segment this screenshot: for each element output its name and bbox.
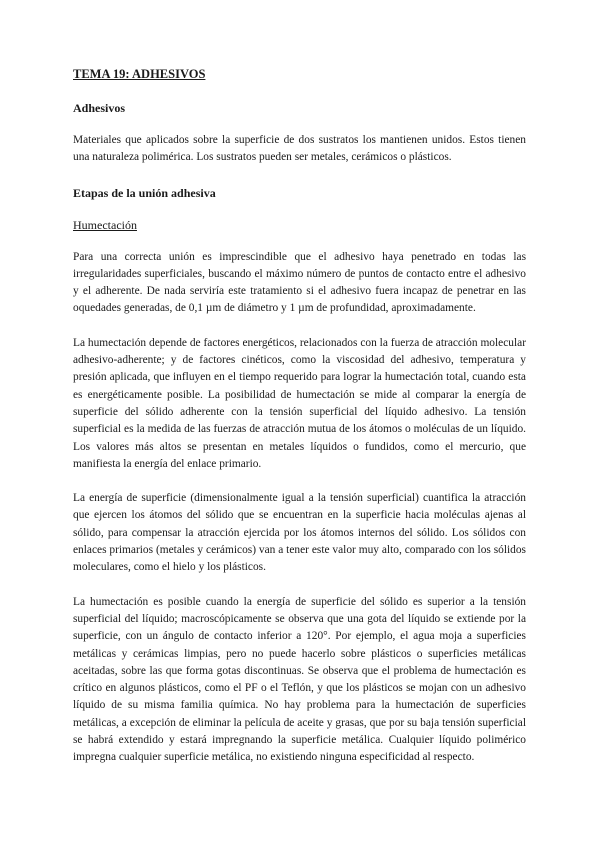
document-page	[73, 66, 526, 785]
paragraph-humectacion-2: La humectación depende de factores energéticos, relacionados con la fuerza de atracción molecular adhesivo-adherente; y de factores cinéticos, como la viscosidad del adhesivo, temperatura y presión aplicada, que influyen en el tiempo requerido para lograr la humectación total, cuando esta es energéticamente posible. La posibilidad de humectación se mide al comparar la energía de superficie del sólido adherente con la tensión superficial del líquido adhesivo. La tensión superficial es la medida de las fuerzas de atracción mutua de los átomos o moléculas de un líquido. Los valores más altos se presentan en metales líquidos o fundidos, como el mercurio, que manifiesta la energía del enlace primario.	[73, 336, 526, 470]
document-title: TEMA 19: ADHESIVOS	[73, 67, 206, 81]
paragraph-humectacion-3: La energía de superficie (dimensionalmente igual a la tensión superficial) cuantifica la atracción que ejercen los átomos del sólido que se encuentran en la superficie hacia moléculas ajenas al sólido, para compensar la atracción ejercida por los átomos internos del sólido. Los sólidos con enlaces primarios (metales y cerámicos) van a tener este valor muy alto, comparado con los sólidos moleculares, como el hielo y los plásticos.	[73, 492, 526, 574]
paragraph-humectacion-4: La humectación es posible cuando la energía de superficie del sólido es superior a la tensión superficial del líquido; macroscópicamente se observa que una gota del líquido se extiende por la superficie, con un ángulo de contacto inferior a 120°. Por ejemplo, el agua moja a superficies metálicas y cerámicas limpias, pero no puede hacerlo sobre plásticos o superficies metálicas aceitadas, sobre las que forma gotas discontinuas. Se observa que el problema de humectación es crítico en algunos plásticos, como el PF o el Teflón, y que los plásticos se mojan con un adhesivo líquido de su misma familia química. No hay problema para la humectación de superficies metálicas, a excepción de eliminar la película de aceite y grasas, que por su baja tensión superficial se habrá extendido y estará impregnando la superficie metálica. Cualquier líquido polimérico impregna cualquier superficie metálica, no existiendo ninguna especificidad al respecto.	[73, 595, 526, 764]
section-heading-etapas: Etapas de la unión adhesiva	[73, 185, 216, 200]
section-heading-adhesivos: Adhesivos	[73, 101, 126, 115]
paragraph-adhesivos: Materiales que aplicados sobre la superficie de dos sustratos los mantienen unidos. Estos tienen una naturaleza polimérica. Los sustratos pueden ser metales, cerámicos o plásticos.	[73, 134, 526, 164]
subheading-humectacion: Humectación	[73, 217, 137, 232]
paragraph-humectacion-1: Para una correcta unión es imprescindible que el adhesivo haya penetrado en todas las irregularidades superficiales, buscando el máximo número de puntos de contacto entre el adhesivo y el adherente. De nada serviría este tratamiento si el adhesivo fuera incapaz de penetrar en las oquedades generadas, de 0,1 µm de diámetro y 1 µm de profundidad, aproximadamente.	[73, 250, 526, 315]
